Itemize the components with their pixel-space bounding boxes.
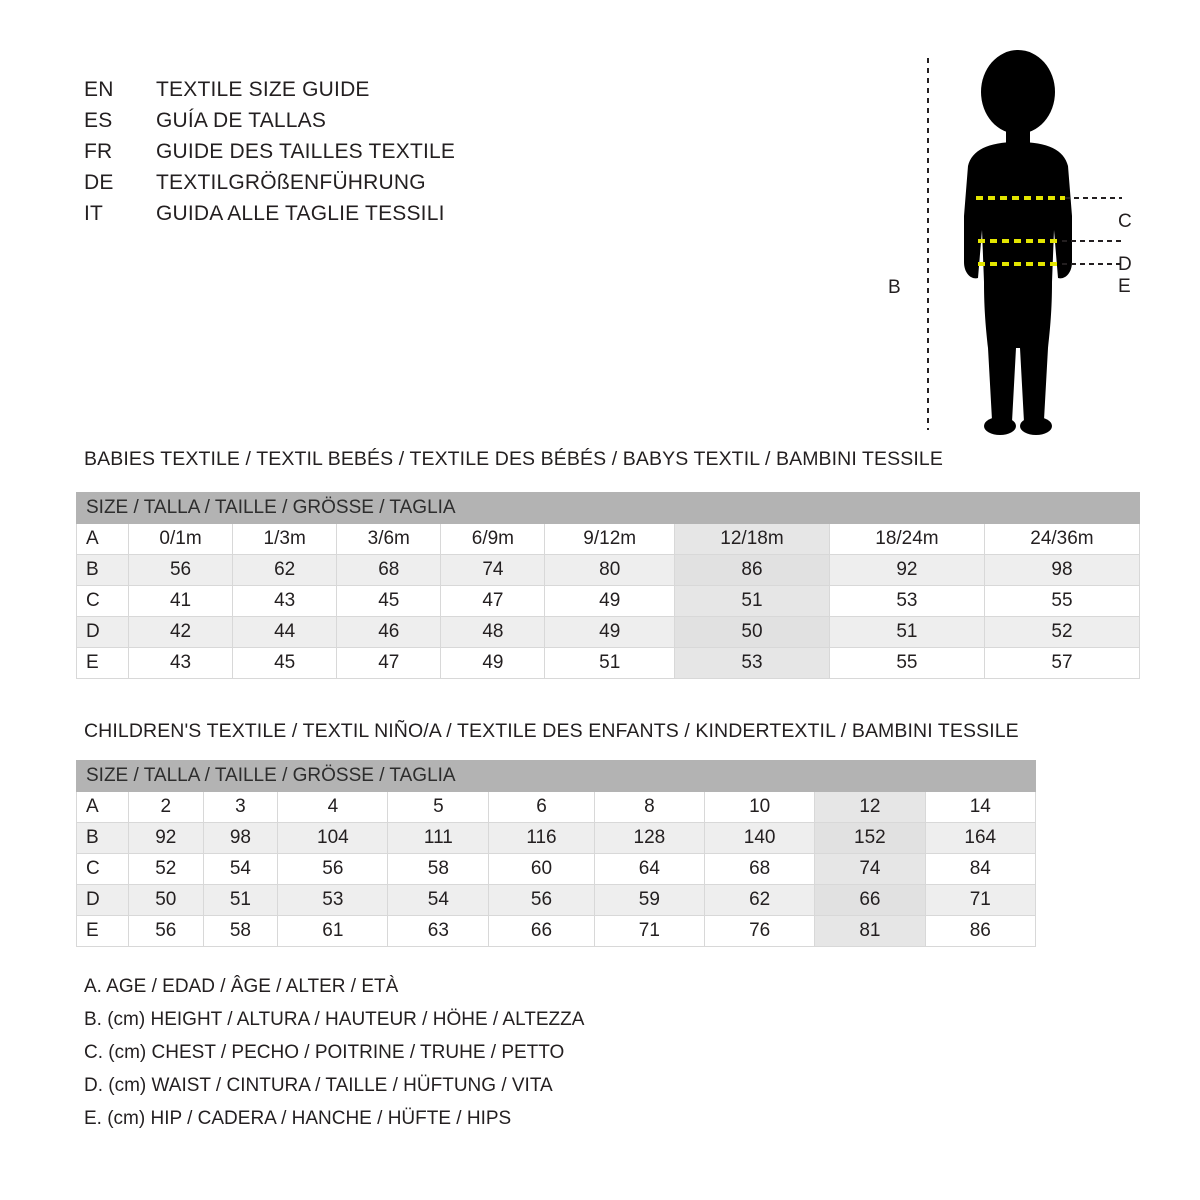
row-label: B — [77, 823, 129, 854]
cell: 3 — [203, 792, 278, 823]
measurement-legend — [84, 976, 584, 1141]
cell: 18/24m — [829, 524, 984, 555]
cell: 52 — [984, 617, 1139, 648]
cell: 71 — [925, 885, 1035, 916]
cell: 47 — [441, 586, 545, 617]
cell: 66 — [815, 885, 925, 916]
cell: 71 — [594, 916, 704, 947]
cell: 116 — [489, 823, 595, 854]
cell: 74 — [441, 555, 545, 586]
children-section-title: CHILDREN'S TEXTILE / TEXTIL NIÑO/A / TEXTILE DES ENFANTS / KINDERTEXTIL / BAMBINI TESSILE — [84, 720, 1019, 742]
cell: 2 — [129, 792, 204, 823]
cell: 51 — [829, 617, 984, 648]
language-title: GUÍA DE TALLAS — [156, 109, 327, 132]
row-label: D — [77, 885, 129, 916]
language-title: GUIDA ALLE TAGLIE TESSILI — [156, 202, 445, 225]
table-row — [77, 555, 1140, 586]
language-row — [84, 171, 704, 202]
cell: 45 — [337, 586, 441, 617]
cell: 45 — [233, 648, 337, 679]
cell: 74 — [815, 854, 925, 885]
cell: 3/6m — [337, 524, 441, 555]
table-row — [77, 854, 1036, 885]
row-label: D — [77, 617, 129, 648]
cell: 81 — [815, 916, 925, 947]
cell: 53 — [278, 885, 388, 916]
cell: 56 — [129, 916, 204, 947]
cell: 86 — [925, 916, 1035, 947]
cell: 64 — [594, 854, 704, 885]
cell: 53 — [674, 648, 829, 679]
language-code: ES — [84, 109, 113, 132]
cell: 56 — [489, 885, 595, 916]
cell: 47 — [337, 648, 441, 679]
children-size-table — [76, 760, 1036, 947]
cell: 5 — [388, 792, 489, 823]
cell: 57 — [984, 648, 1139, 679]
babies-size-table — [76, 492, 1140, 679]
language-title: TEXTILE SIZE GUIDE — [156, 78, 370, 101]
language-row — [84, 78, 704, 109]
cell: 12/18m — [674, 524, 829, 555]
figure-label-e: E — [1118, 276, 1131, 297]
row-label: B — [77, 555, 129, 586]
row-label: A — [77, 792, 129, 823]
table-row — [77, 885, 1036, 916]
cell: 46 — [337, 617, 441, 648]
cell: 6/9m — [441, 524, 545, 555]
cell: 140 — [705, 823, 815, 854]
cell: 66 — [489, 916, 595, 947]
cell: 42 — [129, 617, 233, 648]
cell: 43 — [129, 648, 233, 679]
table-row — [77, 792, 1036, 823]
cell: 12 — [815, 792, 925, 823]
table-row — [77, 524, 1140, 555]
cell: 49 — [545, 617, 675, 648]
cell: 51 — [674, 586, 829, 617]
row-label: E — [77, 916, 129, 947]
figure-label-b: B — [888, 277, 901, 298]
cell: 164 — [925, 823, 1035, 854]
table-row — [77, 916, 1036, 947]
cell: 53 — [829, 586, 984, 617]
cell: 98 — [984, 555, 1139, 586]
figure-label-c: C — [1118, 211, 1132, 232]
table-header-row — [77, 761, 1036, 792]
table-row — [77, 586, 1140, 617]
cell: 6 — [489, 792, 595, 823]
cell: 62 — [705, 885, 815, 916]
cell: 43 — [233, 586, 337, 617]
language-list — [84, 78, 704, 233]
table-row — [77, 617, 1140, 648]
cell: 49 — [441, 648, 545, 679]
cell: 86 — [674, 555, 829, 586]
cell: 58 — [203, 916, 278, 947]
row-label: E — [77, 648, 129, 679]
cell: 104 — [278, 823, 388, 854]
cell: 55 — [829, 648, 984, 679]
cell: 56 — [278, 854, 388, 885]
cell: 63 — [388, 916, 489, 947]
cell: 24/36m — [984, 524, 1139, 555]
cell: 76 — [705, 916, 815, 947]
cell: 152 — [815, 823, 925, 854]
cell: 1/3m — [233, 524, 337, 555]
language-row — [84, 202, 704, 233]
legend-item-c: C. (cm) CHEST / PECHO / POITRINE / TRUHE / PETTO — [84, 1042, 565, 1063]
cell: 111 — [388, 823, 489, 854]
cell: 49 — [545, 586, 675, 617]
language-code: EN — [84, 78, 114, 101]
cell: 14 — [925, 792, 1035, 823]
child-silhouette-icon — [860, 30, 1180, 450]
legend-item-b: B. (cm) HEIGHT / ALTURA / HAUTEUR / HÖHE / ALTEZZA — [84, 1009, 585, 1030]
row-label: C — [77, 586, 129, 617]
legend-item-d: D. (cm) WAIST / CINTURA / TAILLE / HÜFTUNG / VITA — [84, 1075, 553, 1096]
cell: 50 — [129, 885, 204, 916]
cell: 8 — [594, 792, 704, 823]
language-row — [84, 140, 704, 171]
legend-item-a: A. AGE / EDAD / ÂGE / ALTER / ETÀ — [84, 976, 399, 997]
cell: 58 — [388, 854, 489, 885]
cell: 92 — [129, 823, 204, 854]
cell: 80 — [545, 555, 675, 586]
cell: 0/1m — [129, 524, 233, 555]
table-row — [77, 648, 1140, 679]
body-measurement-figure — [860, 30, 1180, 450]
language-code: IT — [84, 202, 104, 225]
cell: 4 — [278, 792, 388, 823]
language-code: DE — [84, 171, 114, 194]
cell: 98 — [203, 823, 278, 854]
cell: 51 — [203, 885, 278, 916]
cell: 52 — [129, 854, 204, 885]
cell: 48 — [441, 617, 545, 648]
cell: 54 — [388, 885, 489, 916]
cell: 128 — [594, 823, 704, 854]
cell: 62 — [233, 555, 337, 586]
row-label: A — [77, 524, 129, 555]
cell: 61 — [278, 916, 388, 947]
language-title: TEXTILGRÖßENFÜHRUNG — [156, 171, 426, 194]
cell: 92 — [829, 555, 984, 586]
language-row — [84, 109, 704, 140]
cell: 51 — [545, 648, 675, 679]
legend-item-e: E. (cm) HIP / CADERA / HANCHE / HÜFTE / HIPS — [84, 1108, 512, 1129]
cell: 54 — [203, 854, 278, 885]
table-row — [77, 823, 1036, 854]
table-header-row — [77, 493, 1140, 524]
row-label: C — [77, 854, 129, 885]
cell: 55 — [984, 586, 1139, 617]
language-title: GUIDE DES TAILLES TEXTILE — [156, 140, 456, 163]
cell: 60 — [489, 854, 595, 885]
children-table-header: SIZE / TALLA / TAILLE / GRÖSSE / TAGLIA — [77, 761, 1036, 792]
cell: 59 — [594, 885, 704, 916]
language-code: FR — [84, 140, 113, 163]
babies-section-title: BABIES TEXTILE / TEXTIL BEBÉS / TEXTILE DES BÉBÉS / BABYS TEXTIL / BAMBINI TESSILE — [84, 448, 943, 470]
cell: 68 — [705, 854, 815, 885]
cell: 68 — [337, 555, 441, 586]
cell: 56 — [129, 555, 233, 586]
cell: 41 — [129, 586, 233, 617]
figure-label-d: D — [1118, 254, 1132, 275]
cell: 84 — [925, 854, 1035, 885]
cell: 44 — [233, 617, 337, 648]
cell: 9/12m — [545, 524, 675, 555]
babies-table-header: SIZE / TALLA / TAILLE / GRÖSSE / TAGLIA — [77, 493, 1140, 524]
cell: 10 — [705, 792, 815, 823]
cell: 50 — [674, 617, 829, 648]
